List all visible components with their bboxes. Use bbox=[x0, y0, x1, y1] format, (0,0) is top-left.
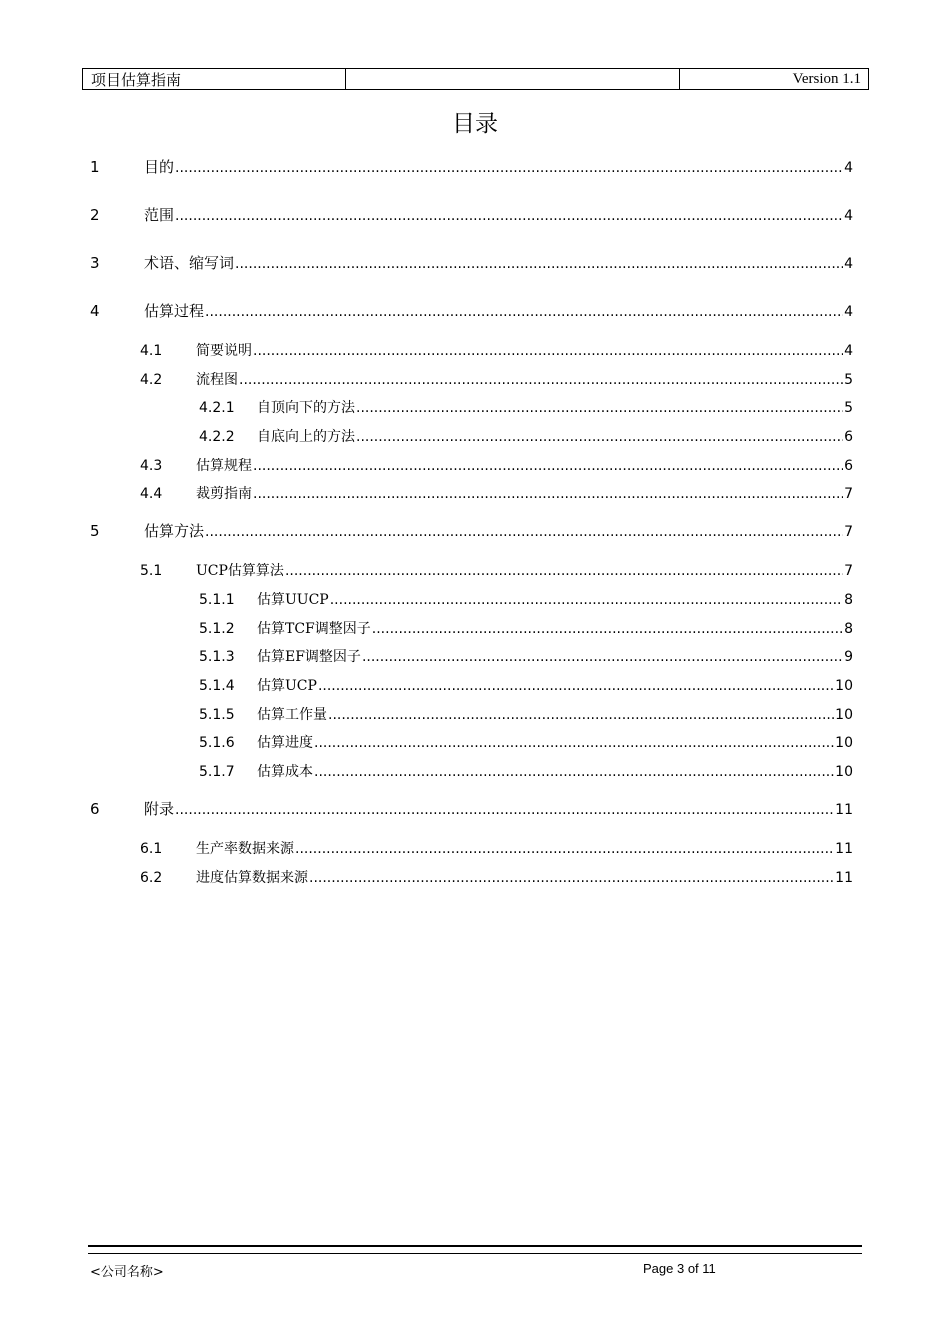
toc-entry-page: 7 bbox=[844, 486, 853, 502]
toc-entry-number: 4.2 bbox=[140, 372, 163, 388]
toc-entry-text: 估算进度 bbox=[257, 735, 313, 751]
toc-entry-number: 4.3 bbox=[140, 458, 163, 474]
toc-entry-number: 6 bbox=[90, 800, 100, 818]
toc-entry-3[interactable] bbox=[90, 252, 853, 274]
toc-entry-number: 6.1 bbox=[140, 841, 163, 857]
toc-leader-dots bbox=[253, 455, 843, 477]
footer-rule-thick bbox=[88, 1245, 862, 1247]
toc-entry-number: 5 bbox=[90, 522, 100, 540]
toc-leader-dots bbox=[239, 369, 843, 391]
toc-entry-text: 估算工作量 bbox=[257, 707, 327, 723]
toc-entry-text: 估算方法 bbox=[144, 522, 205, 540]
toc-entry-page: 8 bbox=[844, 621, 853, 637]
toc-entry-number: 5.1.2 bbox=[199, 621, 235, 637]
toc-entry-page: 8 bbox=[844, 592, 853, 608]
toc-entry-5[interactable] bbox=[90, 520, 853, 542]
toc-leader-dots bbox=[175, 157, 843, 179]
toc-entry-page: 4 bbox=[844, 343, 853, 359]
toc-entry-5-1[interactable] bbox=[140, 560, 853, 582]
toc-entry-text: 估算UUCP bbox=[257, 592, 329, 608]
toc-entry-number: 4.2.2 bbox=[199, 429, 235, 445]
toc-title: 目录 bbox=[452, 111, 498, 137]
toc-entry-number: 5.1.1 bbox=[199, 592, 235, 608]
toc-leader-dots bbox=[372, 618, 843, 640]
toc-entry-number: 4.4 bbox=[140, 486, 163, 502]
toc-entry-number: 5.1 bbox=[140, 563, 163, 579]
toc-entry-text: 附录 bbox=[144, 800, 175, 818]
toc-leader-dots bbox=[253, 340, 843, 362]
toc-entry-page: 10 bbox=[835, 764, 853, 780]
footer-rule-thin bbox=[88, 1253, 862, 1254]
toc-leader-dots bbox=[314, 732, 834, 754]
toc-entry-text: 流程图 bbox=[196, 372, 238, 388]
toc-entry-page: 4 bbox=[844, 304, 853, 320]
toc-entry-text: 进度估算数据来源 bbox=[196, 870, 308, 886]
toc-leader-dots bbox=[175, 205, 843, 227]
toc-entry-6-1[interactable] bbox=[140, 838, 853, 860]
toc-entry-text: 裁剪指南 bbox=[196, 486, 252, 502]
toc-entry-4-2[interactable] bbox=[140, 369, 853, 391]
footer-page-info: Page 3 of 11 bbox=[643, 1261, 716, 1276]
toc-entry-page: 7 bbox=[844, 524, 853, 540]
toc-entry-4-2-2[interactable] bbox=[199, 426, 853, 448]
toc-entry-6-2[interactable] bbox=[140, 867, 853, 889]
toc-leader-dots bbox=[253, 483, 843, 505]
toc-entry-text: 术语、缩写词 bbox=[144, 254, 235, 272]
toc-entry-page: 4 bbox=[844, 160, 853, 176]
header-version: Version 1.1 bbox=[792, 70, 861, 87]
toc-entry-page: 10 bbox=[835, 735, 853, 751]
toc-leader-dots bbox=[235, 253, 843, 275]
toc-leader-dots bbox=[328, 704, 834, 726]
toc-entry-5-1-4[interactable] bbox=[199, 675, 853, 697]
toc-entry-text: 估算UCP bbox=[257, 678, 317, 694]
toc-entry-text: 估算TCF调整因子 bbox=[257, 621, 371, 637]
toc-entry-5-1-6[interactable] bbox=[199, 732, 853, 754]
toc-entry-page: 6 bbox=[844, 458, 853, 474]
toc-entry-2[interactable] bbox=[90, 204, 853, 226]
toc-entry-number: 5.1.4 bbox=[199, 678, 235, 694]
toc-entry-text: 生产率数据来源 bbox=[196, 841, 294, 857]
toc-entry-1[interactable] bbox=[90, 156, 853, 178]
toc-leader-dots bbox=[356, 426, 843, 448]
toc-entry-6[interactable] bbox=[90, 798, 853, 820]
toc-entry-page: 4 bbox=[844, 256, 853, 272]
toc-leader-dots bbox=[205, 521, 843, 543]
toc-leader-dots bbox=[318, 675, 834, 697]
toc-entry-page: 11 bbox=[835, 841, 853, 857]
toc-entry-4-4[interactable] bbox=[140, 483, 853, 505]
toc-entry-text: 目的 bbox=[144, 158, 175, 176]
toc-entry-number: 4.2.1 bbox=[199, 400, 235, 416]
toc-entry-number: 4.1 bbox=[140, 343, 163, 359]
toc-entry-5-1-3[interactable] bbox=[199, 646, 853, 668]
toc-leader-dots bbox=[175, 799, 834, 821]
toc-entry-number: 5.1.7 bbox=[199, 764, 235, 780]
toc-entry-5-1-1[interactable] bbox=[199, 589, 853, 611]
toc-leader-dots bbox=[330, 589, 843, 611]
toc-entry-text: 估算过程 bbox=[144, 302, 205, 320]
toc-entry-page: 7 bbox=[844, 563, 853, 579]
toc-entry-page: 9 bbox=[844, 649, 853, 665]
toc-entry-5-1-7[interactable] bbox=[199, 761, 853, 783]
footer-company: <公司名称> bbox=[90, 1265, 164, 1280]
toc-entry-text: 自底向上的方法 bbox=[257, 429, 355, 445]
toc-entry-text: UCP估算算法 bbox=[196, 563, 284, 579]
toc-entry-4-2-1[interactable] bbox=[199, 397, 853, 419]
toc-entry-page: 10 bbox=[835, 678, 853, 694]
toc-entry-4-1[interactable] bbox=[140, 340, 853, 362]
toc-leader-dots bbox=[205, 301, 843, 323]
toc-entry-text: 估算规程 bbox=[196, 458, 252, 474]
toc-entry-number: 6.2 bbox=[140, 870, 163, 886]
toc-leader-dots bbox=[309, 867, 834, 889]
toc-entry-text: 估算EF调整因子 bbox=[257, 649, 361, 665]
toc-entry-number: 4 bbox=[90, 302, 100, 320]
toc-entry-text: 自顶向下的方法 bbox=[257, 400, 355, 416]
toc-entry-page: 10 bbox=[835, 707, 853, 723]
toc-entry-page: 4 bbox=[844, 208, 853, 224]
toc-entry-number: 3 bbox=[90, 254, 100, 272]
toc-entry-page: 11 bbox=[835, 802, 853, 818]
toc-leader-dots bbox=[285, 560, 843, 582]
toc-entry-number: 5.1.6 bbox=[199, 735, 235, 751]
toc-entry-text: 简要说明 bbox=[196, 343, 252, 359]
toc-leader-dots bbox=[356, 397, 843, 419]
toc-leader-dots bbox=[314, 761, 834, 783]
toc-entry-text: 范围 bbox=[144, 206, 175, 224]
header-title: 项目估算指南 bbox=[83, 69, 346, 89]
toc-leader-dots bbox=[362, 646, 843, 668]
toc-entry-5-1-2[interactable] bbox=[199, 618, 853, 640]
toc-entry-5-1-5[interactable] bbox=[199, 704, 853, 726]
toc-entry-number: 5.1.5 bbox=[199, 707, 235, 723]
toc-entry-4[interactable] bbox=[90, 300, 853, 322]
toc-entry-page: 6 bbox=[844, 429, 853, 445]
toc-entry-page: 5 bbox=[844, 400, 853, 416]
toc-entry-number: 1 bbox=[90, 158, 100, 176]
toc-entry-number: 5.1.3 bbox=[199, 649, 235, 665]
toc-leader-dots bbox=[295, 838, 834, 860]
toc-entry-page: 5 bbox=[844, 372, 853, 388]
toc-entry-page: 11 bbox=[835, 870, 853, 886]
toc-entry-4-3[interactable] bbox=[140, 455, 853, 477]
toc-entry-number: 2 bbox=[90, 206, 100, 224]
toc-entry-text: 估算成本 bbox=[257, 764, 313, 780]
